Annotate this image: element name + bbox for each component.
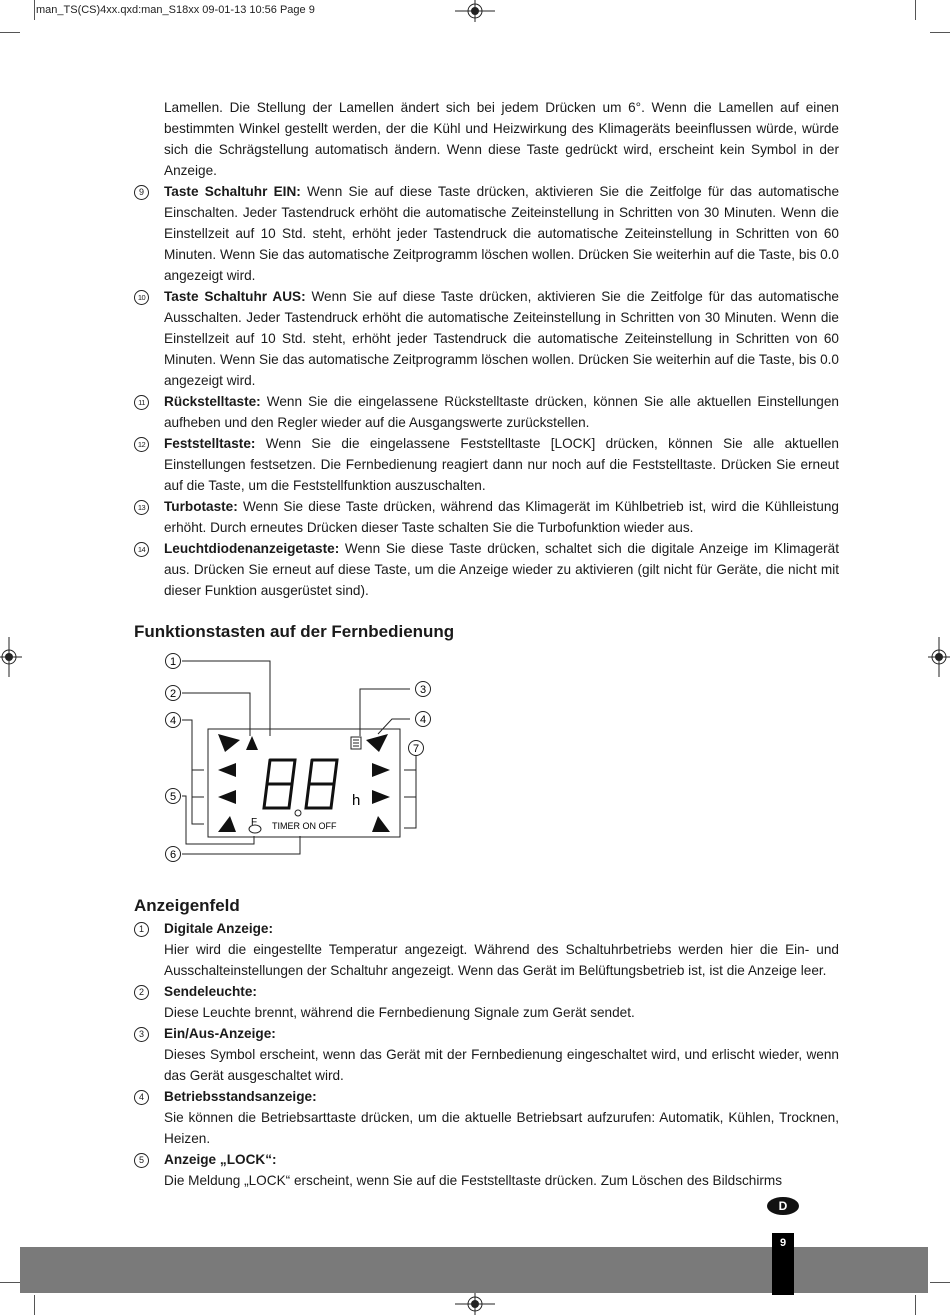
callout-3: 3 [419,684,427,696]
item-text: Sie können die Betriebsarttaste drücken, um die aktuelle Betriebsart aufzurufen: Automatik, Kühlen, Trocknen, Heizen. [164,1110,839,1146]
callout-4-left: 4 [169,715,177,727]
language-badge: D [767,1197,799,1215]
page-number: 9 [772,1233,794,1295]
callout-2: 2 [169,688,177,700]
item-title: Turbotaste: [164,499,238,514]
item-text: Wenn Sie die eingelassene Feststelltaste [LOCK] drücken, können Sie alle aktuellen Einstellungen festsetzen. Die Fernbedienung reagiert dann nur noch auf die Feststelltaste. Drücken Sie erneut auf die Taste, um die Feststellfunktion auszuschalten. [164,436,839,493]
item-title: Taste Schaltuhr AUS: [164,289,306,304]
registration-mark-icon [455,1293,495,1315]
intro-paragraph: Lamellen. Die Stellung der Lamellen ändert sich bei jedem Drücken um 6°. Wenn die Lamellen auf einen bestimmten Winkel gestellt werden, der die Kühl und Heizwirkung des Klimageräts beeinflussen würde, würde sich die Schrägstellung automatisch ändern. Wenn diese Taste gedrückt wird, erscheint kein Symbol in der Anzeige. [164,100,839,178]
seven-segment-digits [264,760,337,808]
crop-mark [915,0,916,20]
item-number: 12 [134,437,149,452]
item-title: Ein/Aus-Anzeige: [164,1026,276,1041]
callout-7: 7 [412,743,420,755]
item-title: Sendeleuchte: [164,984,257,999]
item-text: Wenn Sie auf diese Taste drücken, aktivieren Sie die Zeitfolge für das automatische Ausschalten. Jeder Tastendruck erhöht die automatische Zeiteinstellung in Schritten von 30 Minuten. Wenn die Einstellzeit auf 10 Std. steht, erhöht jeder Tastendruck die automatische Zeiteinstellung in Schritten von 60 Minuten. Wenn Sie das automatische Zeitprogramm löschen wollen. Drücken Sie weiterhin auf die Taste, bis 0.0 angezeigt wird. [164,289,839,388]
item-title: Leuchtdiodenanzeigetaste: [164,541,340,556]
crop-mark [34,1295,35,1315]
callout-1: 1 [169,656,177,668]
f-label: F [251,817,258,828]
item-list [134,181,839,601]
list-item [134,981,839,1023]
item-text: Wenn Sie diese Taste drücken, schaltet sich die digitale Anzeige im Klimagerät aus. Drücken Sie erneut auf diese Taste, um die Anzeige wieder zu aktivieren (gilt nicht für Geräte, die nicht mit dieser Funktion ausgerüstet sind). [164,541,839,598]
item-text: Dieses Symbol erscheint, wenn das Gerät mit der Fernbedienung eingeschaltet wird, und erlischt wieder, wenn das Gerät ausgeschaltet wird. [164,1047,839,1083]
list-item [134,496,839,538]
item-number: 3 [134,1027,149,1042]
heading-display: Anzeigenfeld [134,896,240,915]
list-item [134,286,839,391]
list-item [134,1086,839,1149]
file-slug: man_TS(CS)4xx.qxd:man_S18xx 09-01-13 10:56 Page 9 [36,4,315,16]
item-number: 9 [134,185,149,200]
button-descriptions [134,97,839,601]
display-item-list [134,918,839,1191]
item-text: Diese Leuchte brennt, während die Fernbedienung Signale zum Gerät sendet. [164,1005,635,1020]
callout-4-right: 4 [419,714,427,726]
timer-label: TIMER ON OFF [272,821,337,831]
item-title: Betriebsstandsanzeige: [164,1089,317,1104]
item-title: Rückstelltaste: [164,394,261,409]
item-number: 1 [134,922,149,937]
crop-mark [930,1282,950,1283]
item-text: Wenn Sie auf diese Taste drücken, aktivieren Sie die Zeitfolge für das automatische Einschalten. Jeder Tastendruck erhöht die automatische Zeiteinstellung in Schritten von 30 Minuten. Wenn die Einstellzeit auf 10 Std. steht, erhöht jeder Tastendruck die automatische Zeiteinstellung in Schritten von 60 Minuten. Wenn Sie das automatische Zeitprogramm löschen wollen. Drücken Sie weiterhin auf die Taste, bis 0.0 angezeigt wird. [164,184,839,283]
item-title: Taste Schaltuhr EIN: [164,184,301,199]
list-item [134,538,839,601]
list-item [134,1023,839,1086]
item-number: 14 [134,542,149,557]
item-number: 10 [134,290,149,305]
list-item [134,1149,839,1191]
item-title: Anzeige „LOCK“: [164,1152,277,1167]
registration-mark-icon [455,0,495,22]
mode-arrow-icon [218,734,390,832]
crop-mark [0,32,20,33]
item-title: Feststelltaste: [164,436,256,451]
item-number: 5 [134,1153,149,1168]
list-item [134,391,839,433]
list-item [134,181,839,286]
item-text: Wenn Sie diese Taste drücken, während das Klimagerät im Kühlbetrieb ist, wird die Kühlleistung erhöht. Durch erneutes Drücken dieser Taste schalten Sie die Turbofunktion wieder aus. [164,499,839,535]
list-item [134,433,839,496]
item-text: Hier wird die eingestellte Temperatur angezeigt. Während des Schaltuhrbetriebs werden hier die Ein- und Ausschalteinstellungen der Schaltuhr angezeigt. Wenn das Gerät im Belüftungsbetrieb ist, ist die Anzeige leer. [164,942,839,978]
unit-label: h [352,792,361,809]
remote-display-diagram [160,648,460,868]
item-number: 11 [134,395,149,410]
item-number: 4 [134,1090,149,1105]
crop-mark [930,32,950,33]
registration-mark-icon [0,637,22,677]
callout-6: 6 [169,849,177,861]
heading-functions: Funktionstasten auf der Fernbedienung [134,622,455,641]
item-text: Wenn Sie die eingelassene Rückstelltaste drücken, können Sie alle aktuellen Einstellungen aufheben und den Regler wieder auf die Ausgangswerte zurückstellen. [164,394,839,430]
item-title: Digitale Anzeige: [164,921,274,936]
registration-mark-icon [928,637,950,677]
crop-mark [34,0,35,20]
crop-mark [0,1282,20,1283]
item-text: Die Meldung „LOCK“ erscheint, wenn Sie auf die Feststelltaste drücken. Zum Löschen des Bildschirms [164,1173,783,1188]
list-item [134,918,839,981]
crop-mark [915,1295,916,1315]
display-descriptions [134,918,839,1191]
item-number: 2 [134,985,149,1000]
item-number: 13 [134,500,149,515]
on-off-indicator-icon [351,737,361,749]
callout-5: 5 [169,791,177,803]
